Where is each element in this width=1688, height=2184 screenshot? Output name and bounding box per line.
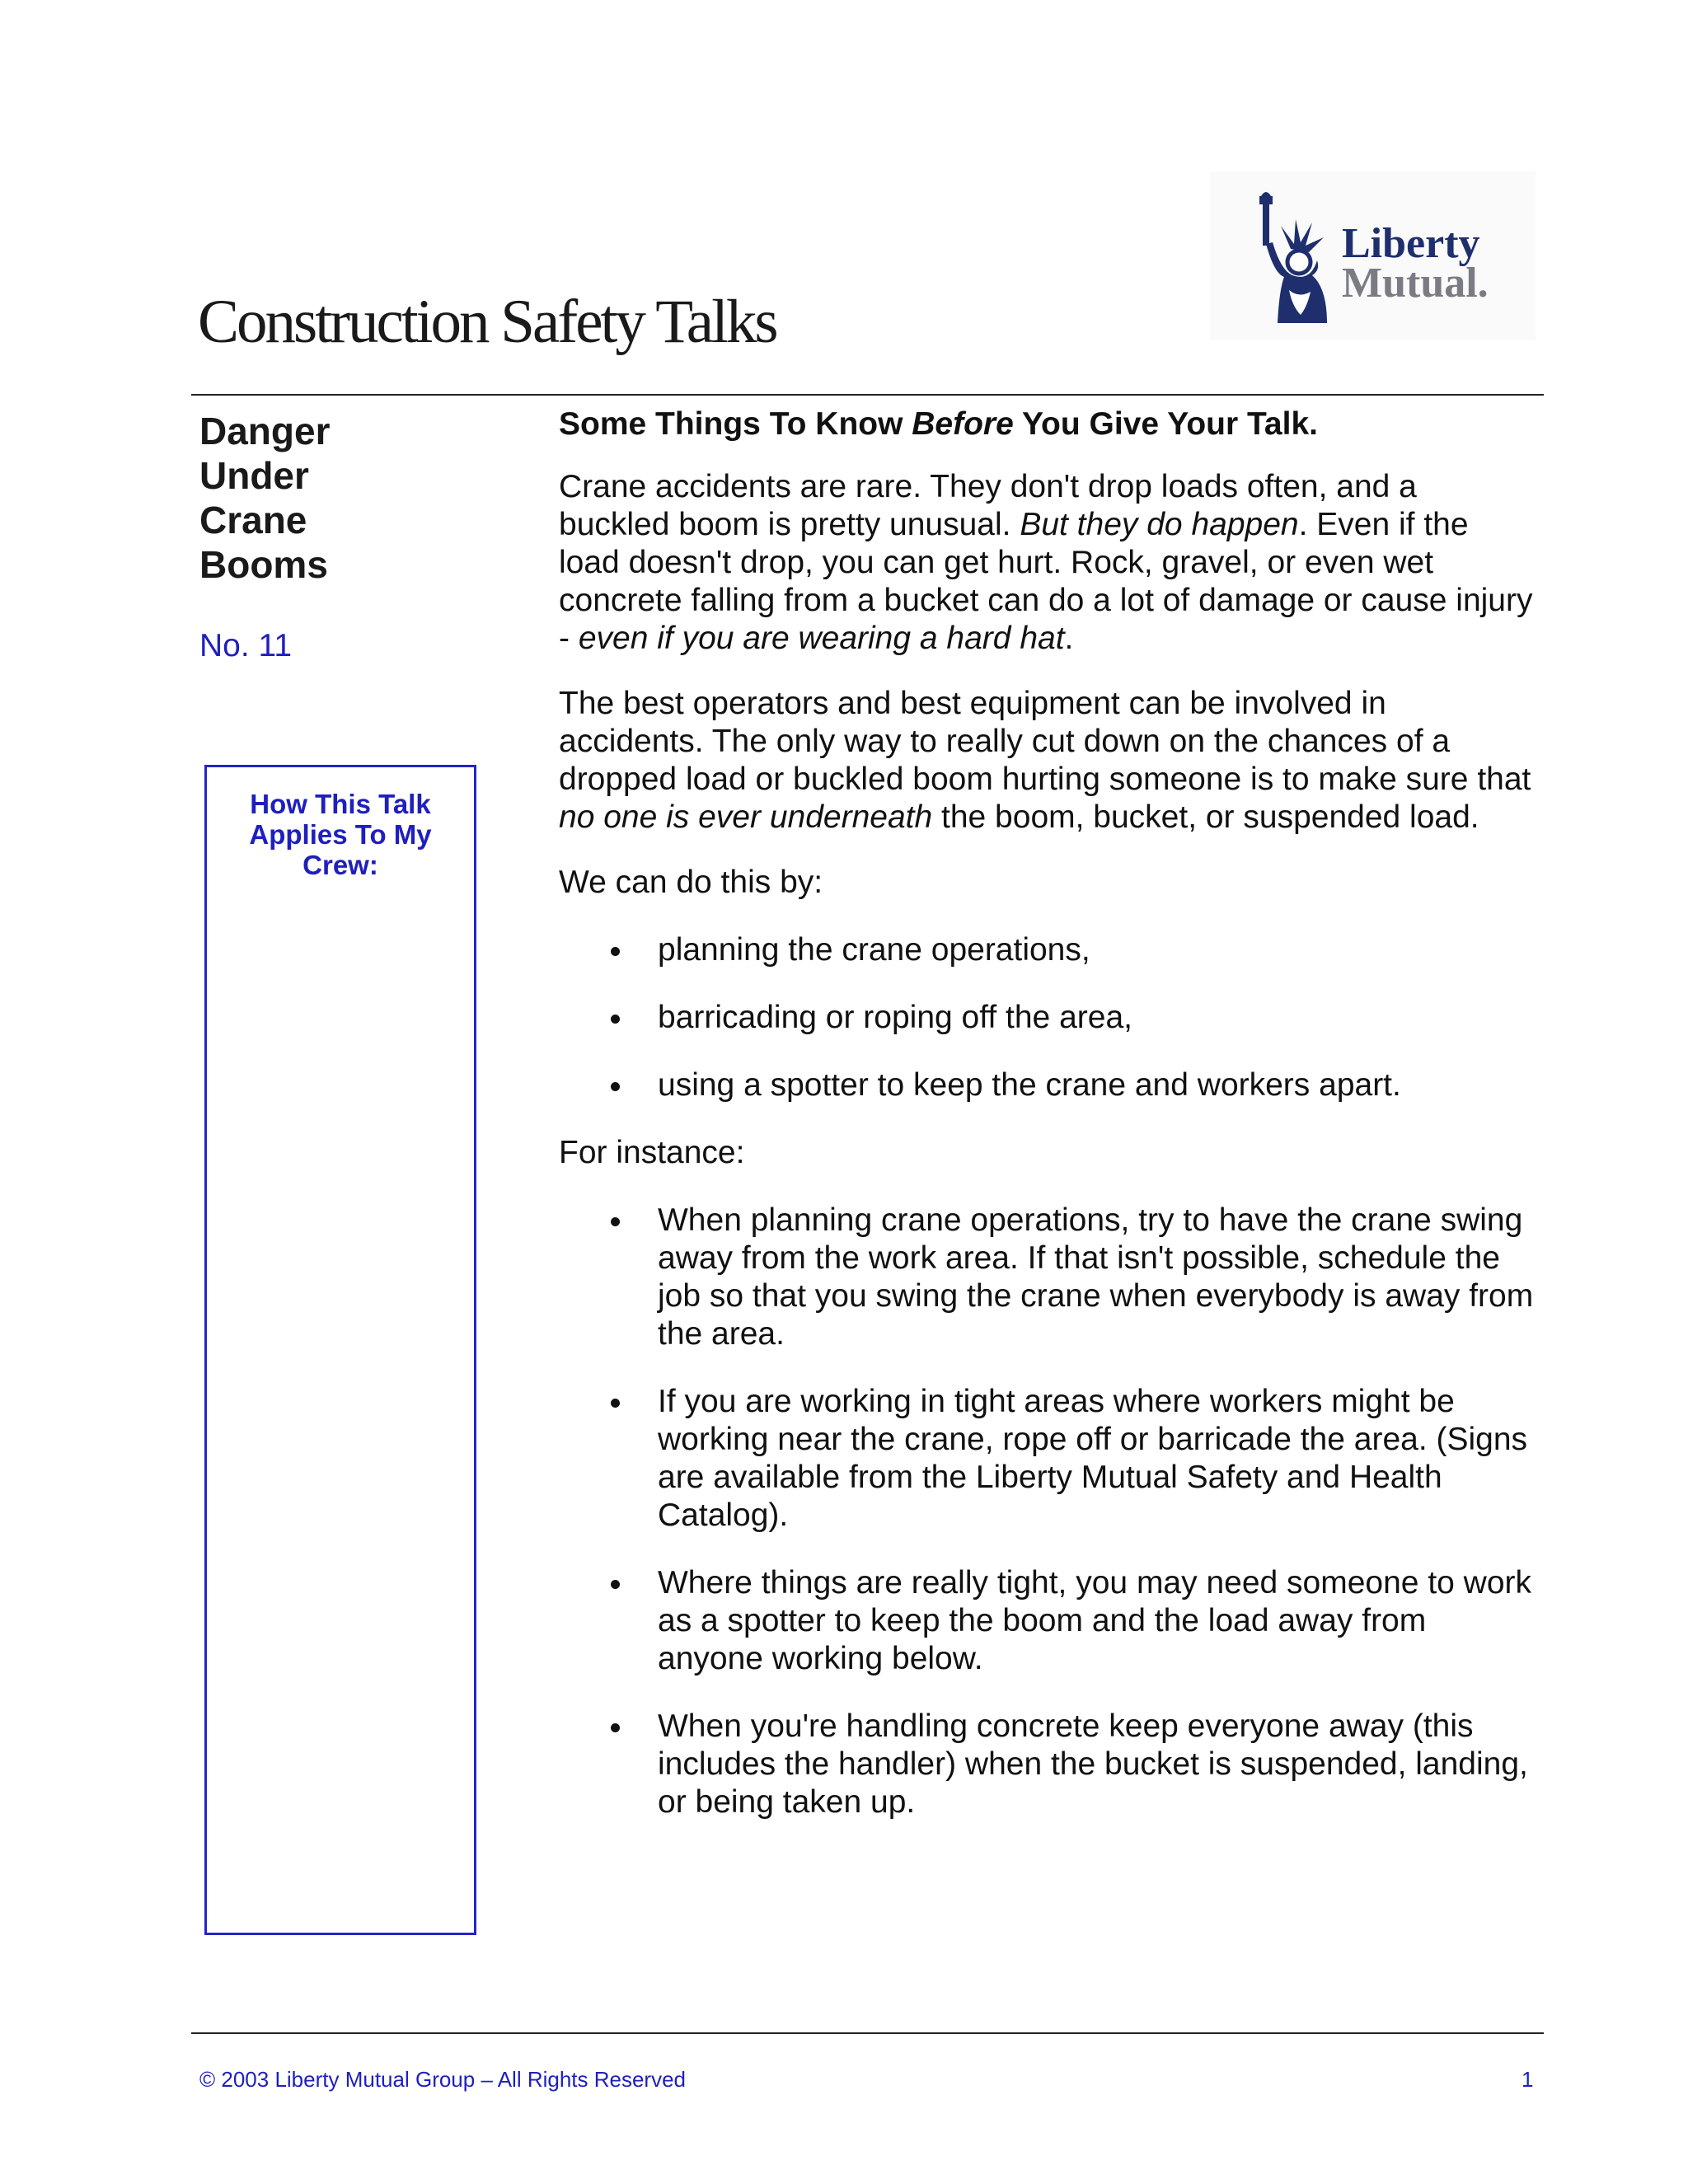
logo-wordmark: Liberty Mutual. bbox=[1342, 220, 1489, 307]
list-intro: We can do this by: bbox=[559, 865, 823, 900]
header-divider bbox=[191, 394, 1544, 396]
liberty-mutual-logo bbox=[1210, 171, 1536, 340]
copyright-notice: © 2003 Liberty Mutual Group – All Rights Reserved bbox=[199, 2067, 687, 2092]
talk-number: No. 11 bbox=[199, 628, 293, 663]
paragraph-best-operators: The best operators and best equipment can be involved in accidents. The only way to really cut down on the chances of a dropped load or buckled boom hurting someone is to make sure that no one is ever underneath the boom, bucket, or suspended load. bbox=[559, 686, 1531, 835]
list-item: planning the crane operations, bbox=[559, 931, 1536, 969]
document-title: Construction Safety Talks bbox=[198, 288, 776, 356]
section-heading: Some Things To Know Before You Give Your Talk. bbox=[559, 406, 1318, 442]
talk-title bbox=[199, 409, 496, 587]
examples-list bbox=[559, 1202, 1536, 1821]
talk-title-line: Danger bbox=[199, 410, 331, 452]
statue-of-liberty-icon bbox=[1241, 191, 1332, 323]
footer-divider bbox=[191, 2032, 1544, 2034]
list-item: If you are working in tight areas where workers might be working near the crane, rope off or barricade the area. (Signs are available from the Liberty Mutual Safety and Health Catalog). bbox=[559, 1383, 1536, 1535]
list-item: When planning crane operations, try to have the crane swing away from the work area. If that isn't possible, schedule the job so that you swing the crane when everybody is away from the area. bbox=[559, 1202, 1536, 1353]
paragraph-intro: Crane accidents are rare. They don't drop loads often, and a buckled boom is pretty unusual. But they do happen. Even if the load doesn't drop, you can get hurt. Rock, gravel, or even wet concrete falling from a bucket can do a lot of damage or cause injury - even if you are wearing a hard hat. bbox=[559, 469, 1533, 656]
list-item: barricading or roping off the area, bbox=[559, 999, 1536, 1037]
talk-body bbox=[559, 404, 1536, 1851]
talk-title-line: Booms bbox=[199, 543, 328, 586]
list-item: When you're handling concrete keep everyone away (this includes the handler) when the bucket is suspended, landing, or being taken up. bbox=[559, 1708, 1536, 1821]
talk-title-line: Under bbox=[199, 454, 309, 497]
crew-notes-box bbox=[204, 765, 476, 1935]
examples-intro: For instance: bbox=[559, 1135, 745, 1170]
list-item: Where things are really tight, you may need someone to work as a spotter to keep the boom and the load away from anyone working below. bbox=[559, 1564, 1536, 1678]
crew-notes-title: How This Talk Applies To My Crew: bbox=[249, 789, 432, 880]
list-item: using a spotter to keep the crane and workers apart. bbox=[559, 1066, 1536, 1104]
page-number: 1 bbox=[1522, 2067, 1534, 2092]
talk-title-line: Crane bbox=[199, 499, 307, 541]
methods-list bbox=[559, 931, 1536, 1104]
